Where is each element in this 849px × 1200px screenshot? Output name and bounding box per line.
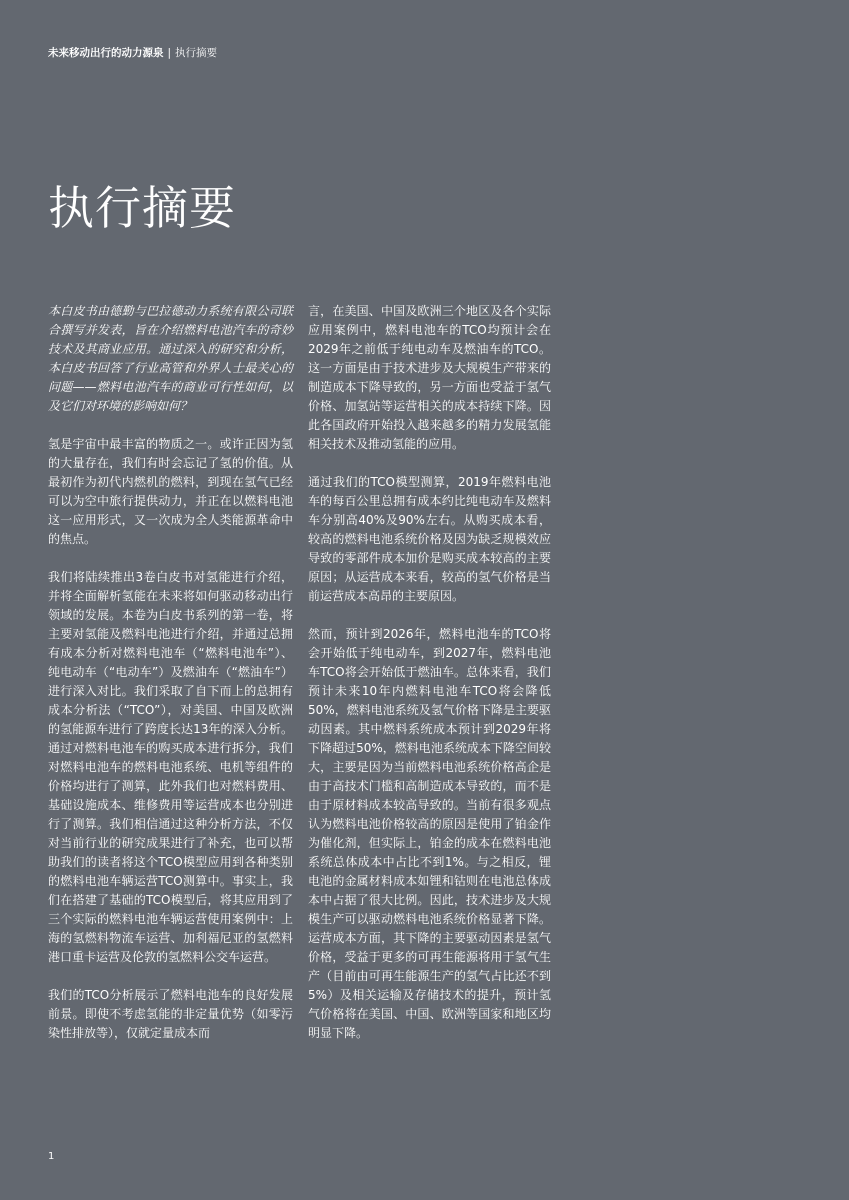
- header-series-title: 未来移动出行的动力源泉: [48, 47, 164, 59]
- body-paragraph: 然而，预计到2026年，燃料电池车的TCO将会开始低于纯电动车，到2027年，燃料电池车TCO将会开始低于燃油车。总体来看，我们预计未来10年内燃料电池车TCO将会降低50%，燃料电池系统及氢气价格下降是主要驱动因素。其中燃料系统成本预计到2029年将下降超过50%，燃料电池系统成本下降空间较大，主要是因为当前燃料电池系统价格高企是由于高技术门槛和高制造成本导致的，而不是由于原材料成本较高导致的。当前有很多观点认为燃料电池价格较高的原因是使用了铂金作为催化剂，但实际上，铂金的成本在燃料电池系统总体成本中占比不到1%。与之相反，锂电池的金属材料成本如锂和钴则在电池总体成本中占据了很大比例。因此，技术进步及大规模生产可以驱动燃料电池系统价格显著下降。运营成本方面，其下降的主要驱动因素是氢气价格，受益于更多的可再生能源将用于氢气生产（目前由可再生能源生产的氢气占比还不到5%）及相关运输及存储技术的提升，预计氢气价格将在美国、中国、欧洲等国家和地区均明显下降。: [308, 627, 551, 1040]
- intro-paragraph: 本白皮书由德勤与巴拉德动力系统有限公司联合撰写并发表，旨在介绍燃料电池汽车的奇妙技术及其商业应用。通过深入的研究和分析，本白皮书回答了行业高管和外界人士最关心的问题——燃料电池汽车的商业可行性如何，以及它们对环境的影响如何？: [48, 304, 293, 413]
- body-paragraph: 氢是宇宙中最丰富的物质之一。或许正因为氢的大量存在，我们有时会忘记了氢的价值。从最初作为初代内燃机的燃料，到现在氢气已经可以为空中旅行提供动力，并正在以燃料电池这一应用形式，又一次成为全人类能源革命中的焦点。: [48, 437, 293, 546]
- body-paragraph: 我们的TCO分析展示了燃料电池车的良好发展前景。即使不考虑氢能的非定量优势（如零污染性排放等），仅就定量成本而: [48, 988, 293, 1040]
- header-section-title: 执行摘要: [175, 47, 218, 59]
- running-header: [48, 46, 217, 60]
- body-paragraph: 言，在美国、中国及欧洲三个地区及各个实际应用案例中，燃料电池车的TCO均预计会在2029年之前低于纯电动车及燃油车的TCO。这一方面是由于技术进步及大规模生产带来的制造成本下降导致的，另一方面也受益于氢气价格、加氢站等运营相关的成本持续下降。因此各国政府开始投入越来越多的精力发展氢能相关技术及推动氢能的应用。: [308, 304, 551, 451]
- header-separator: |: [167, 47, 172, 59]
- page-number: 1: [48, 1151, 55, 1162]
- body-paragraph: 通过我们的TCO模型测算，2019年燃料电池车的每百公里总拥有成本约比纯电动车及燃料车分别高40%及90%左右。从购买成本看，较高的燃料电池系统价格及因为缺乏规模效应导致的零部件成本加价是购买成本较高的主要原因；从运营成本来看，较高的氢气价格是当前运营成本高昂的主要原因。: [308, 475, 551, 603]
- page-title: 执行摘要: [48, 181, 236, 235]
- body-paragraph: 我们将陆续推出3卷白皮书对氢能进行介绍，并将全面解析氢能在未来将如何驱动移动出行领域的发展。本卷为白皮书系列的第一卷，将主要对氢能及燃料电池进行介绍，并通过总拥有成本分析对燃料电池车（“燃料电池车”）、纯电动车（“电动车”）及燃油车（“燃油车”）进行深入对比。我们采取了自下而上的总拥有成本分析法（“TCO”），对美国、中国及欧洲的氢能源车进行了跨度长达13年的深入分析。通过对燃料电池车的购买成本进行拆分，我们对燃料电池车的燃料电池系统、电机等组件的价格均进行了测算，此外我们也对燃料费用、基础设施成本、维修费用等运营成本也分别进行了测算。我们相信通过这种分析方法，不仅对当前行业的研究成果进行了补充，也可以帮助我们的读者将这个TCO模型应用到各种类别的燃料电池车辆运营TCO测算中。事实上，我们在搭建了基础的TCO模型后，将其应用到了三个实际的燃料电池车辆运营使用案例中：上海的氢燃料物流车运营、加利福尼亚的氢燃料港口重卡运营及伦敦的氢燃料公交车运营。: [48, 570, 293, 964]
- left-column: [48, 302, 293, 1062]
- right-column: [308, 302, 551, 1062]
